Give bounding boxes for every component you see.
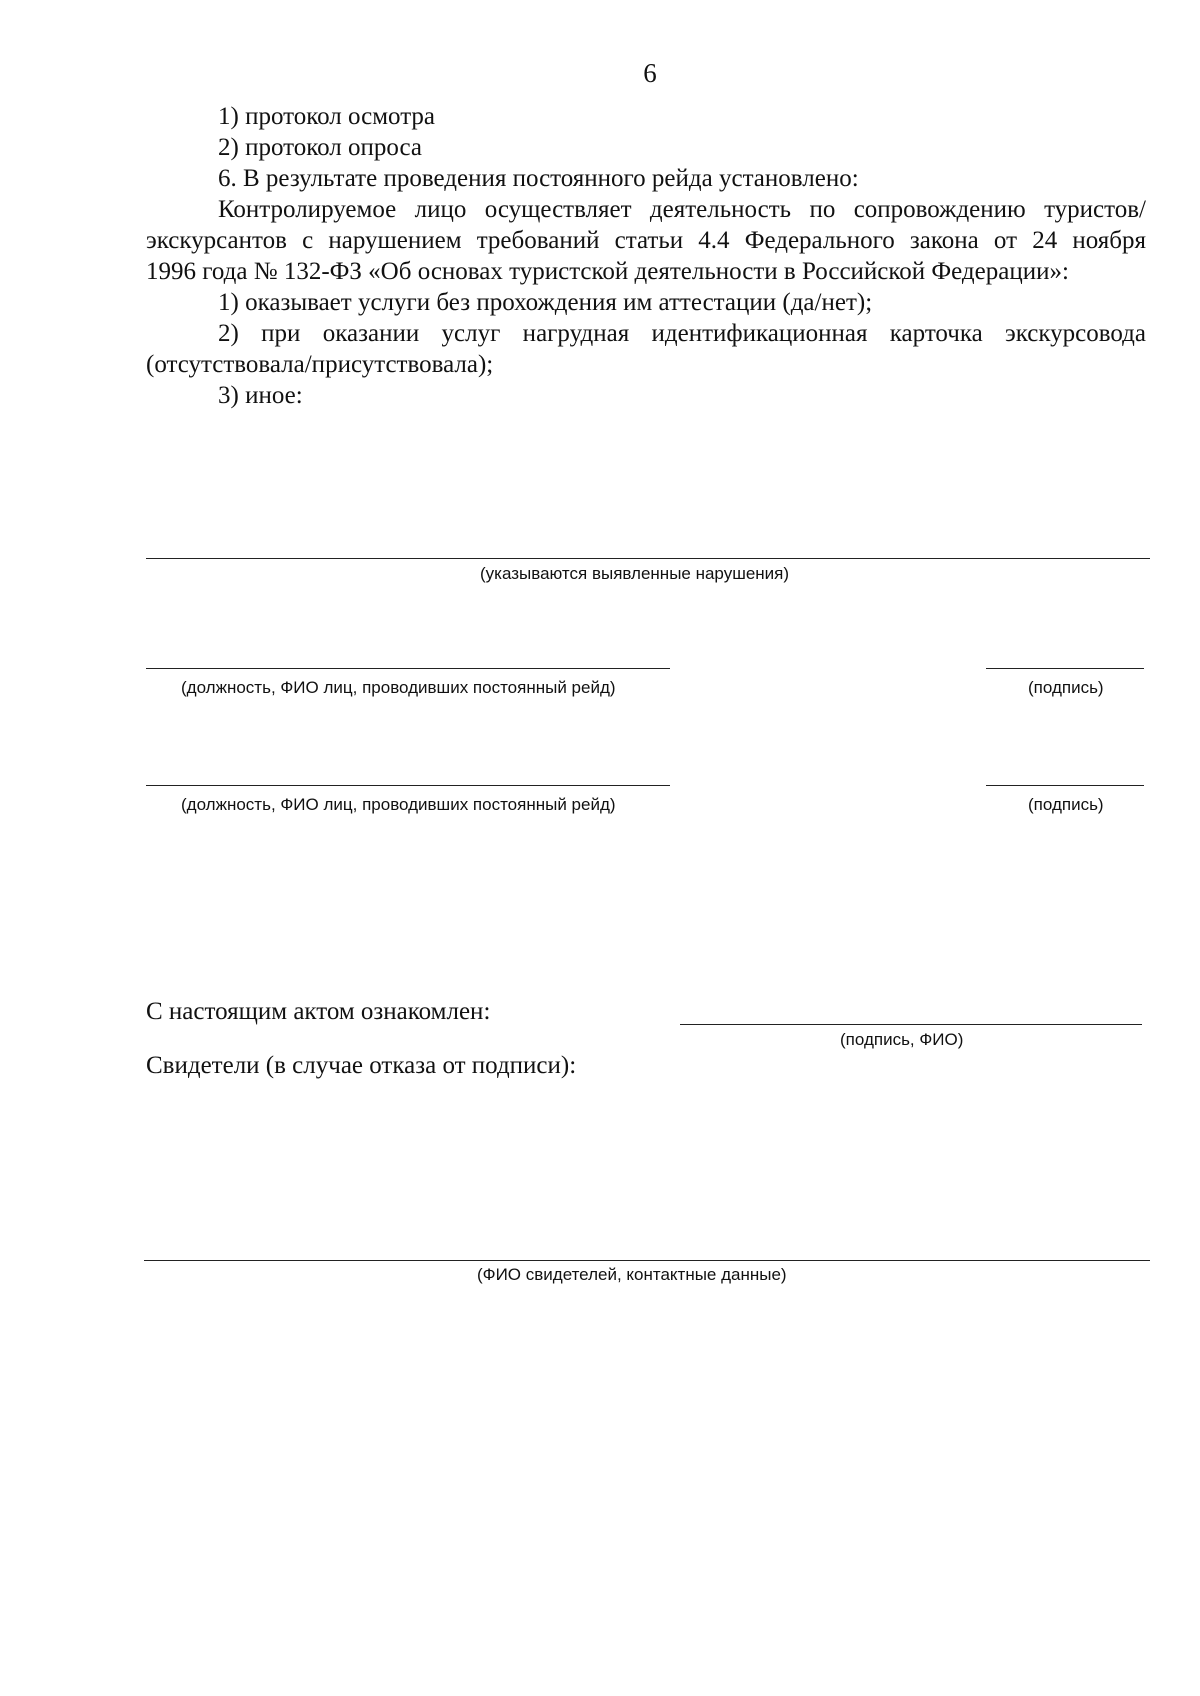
signature-caption-1: (подпись) — [1028, 678, 1104, 697]
list-item-text: 2) протокол опроса — [218, 134, 422, 161]
item-text: 3) иное: — [218, 382, 303, 409]
paragraph-line-1: Контролируемое лицо осуществляет деятельность по сопровождению туристов/ — [218, 196, 1146, 223]
position-fio-line-2 — [146, 785, 670, 786]
witnesses-label: Свидетели (в случае отказа от подписи): — [146, 1052, 577, 1079]
item-1-certification — [146, 287, 1146, 318]
item-2-line-2: (отсутствовала/присутствовала); — [146, 351, 494, 378]
witnesses-underline — [144, 1260, 1150, 1261]
signature-line-2 — [986, 785, 1144, 786]
item-text: 1) оказывает услуги без прохождения им аттестации (да/нет); — [218, 289, 873, 316]
list-item-text: 1) протокол осмотра — [218, 103, 436, 130]
position-fio-line-1 — [146, 668, 670, 669]
paragraph-line-2: экскурсантов с нарушением требований статьи 4.4 Федерального закона от 24 ноября — [146, 227, 1146, 254]
list-item-protocol-inspection — [146, 101, 1146, 132]
violation-paragraph — [146, 194, 1146, 287]
acquainted-label: С настоящим актом ознакомлен: — [146, 998, 491, 1025]
signature-fio-caption: (подпись, ФИО) — [840, 1030, 964, 1049]
signature-line-1 — [986, 668, 1144, 669]
violations-caption: (указываются выявленные нарушения) — [480, 564, 790, 583]
paragraph-line-3: 1996 года № 132-ФЗ «Об основах туристской деятельности в Российской Федерации»: — [146, 258, 1069, 285]
section-6-heading — [146, 163, 1146, 194]
acknowledgement-signature-line — [680, 1024, 1142, 1025]
page-number: 6 — [643, 58, 657, 88]
heading-text: 6. В результате проведения постоянного рейда установлено: — [218, 165, 859, 192]
witnesses-caption: (ФИО свидетелей, контактные данные) — [477, 1265, 787, 1284]
position-fio-caption-1: (должность, ФИО лиц, проводивших постоянный рейд) — [181, 678, 616, 697]
item-2-badge — [146, 318, 1146, 380]
position-fio-caption-2: (должность, ФИО лиц, проводивших постоянный рейд) — [181, 795, 616, 814]
list-item-protocol-survey — [146, 132, 1146, 163]
violations-underline — [146, 558, 1150, 559]
item-3-other — [146, 380, 1146, 411]
item-2-line-1: 2) при оказании услуг нагрудная идентификационная карточка экскурсовода — [218, 320, 1146, 347]
signature-caption-2: (подпись) — [1028, 795, 1104, 814]
